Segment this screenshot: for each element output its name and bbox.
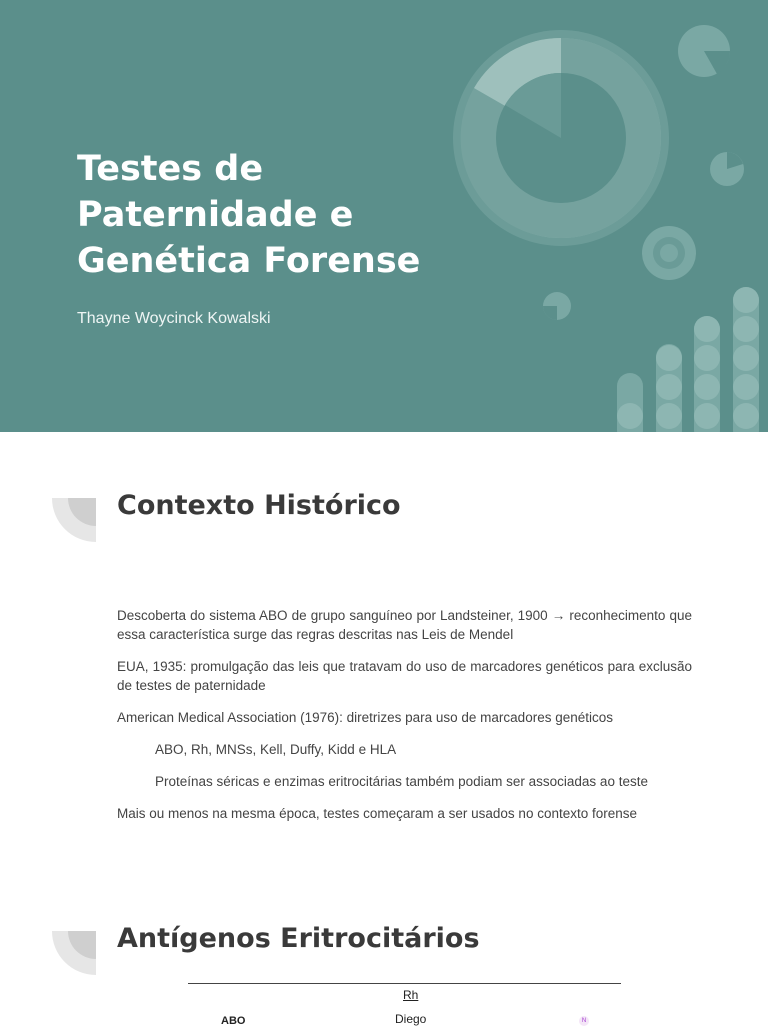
table-badge: N xyxy=(579,1016,589,1026)
section-title: Contexto Histórico xyxy=(117,490,401,521)
donut-chart-icon xyxy=(642,226,696,280)
pie-chart-icon xyxy=(543,292,571,320)
bar-chart-icon xyxy=(617,287,759,432)
bullet-paragraph: EUA, 1935: promulgação das leis que tratavam do uso de marcadores genéticos para exclusão de testes de paternidade xyxy=(117,659,692,693)
table-header: Rh xyxy=(403,988,419,1002)
presentation-title: Testes de Paternidade e Genética Forense xyxy=(77,149,421,281)
table-cell: Diego xyxy=(395,1012,427,1026)
pie-chart-icon xyxy=(678,25,730,77)
bullet-paragraph: American Medical Association (1976): diretrizes para uso de marcadores genéticos xyxy=(117,710,613,725)
pie-chart-icon xyxy=(710,152,744,186)
table-row-label: ABO xyxy=(221,1015,246,1027)
quarter-circle-icon xyxy=(52,931,96,975)
title-slide xyxy=(0,0,768,432)
bullet-paragraph: Mais ou menos na mesma época, testes começaram a ser usados no contexto forense xyxy=(117,806,638,821)
bullet-paragraph: Descoberta do sistema ABO de grupo sanguíneo por Landsteiner, 1900 → reconhecimento que essa característica surge das regras descritas nas Leis de Mendel xyxy=(117,608,692,642)
section-title: Antígenos Eritrocitários xyxy=(117,923,480,954)
sub-bullet-paragraph: Proteínas séricas e enzimas eritrocitárias também podiam ser associadas ao teste xyxy=(155,774,648,789)
sub-bullet-paragraph: ABO, Rh, MNSs, Kell, Duffy, Kidd e HLA xyxy=(155,742,397,757)
antigen-table-image xyxy=(188,983,621,1025)
donut-chart-icon xyxy=(453,30,669,246)
quarter-circle-icon xyxy=(52,498,96,542)
author-name: Thayne Woycinck Kowalski xyxy=(77,310,271,327)
